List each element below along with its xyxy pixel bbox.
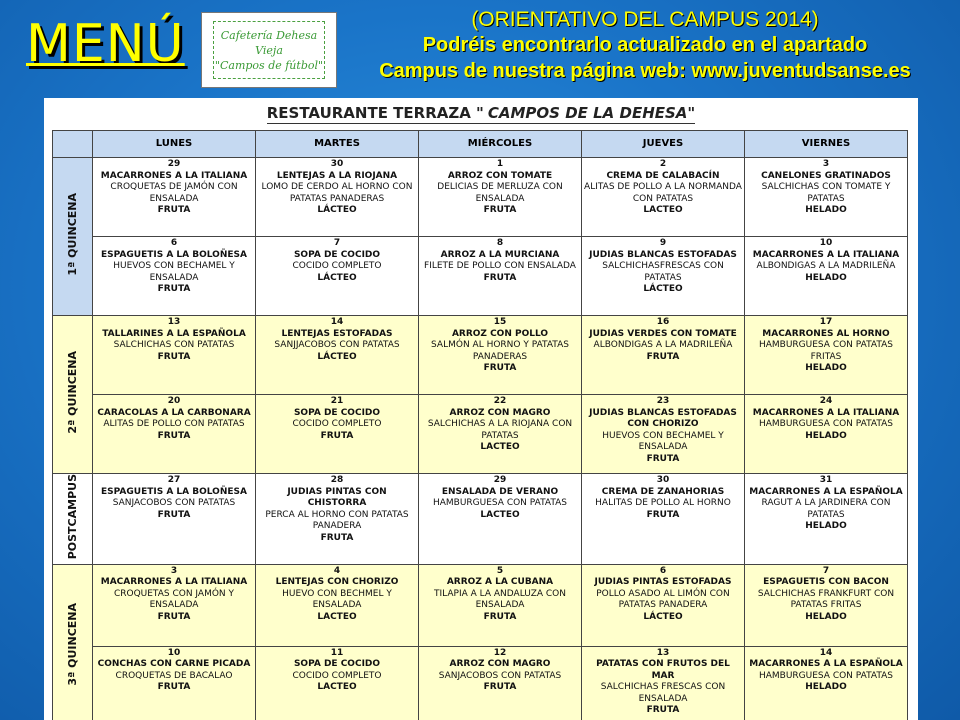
day-number: 1 [496,159,504,169]
period-label-cell [53,158,93,316]
menu-week-row [53,474,908,565]
day-number: 14 [330,317,344,327]
first-course: CARACOLAS A LA CARBONARA [97,407,251,418]
dessert: FRUTA [646,351,680,362]
page-title: MENÚ [26,14,185,74]
restaurant-name: CAMPOS DE LA DEHESA [487,104,688,122]
period-label-cell [53,316,93,474]
period-label: 3ª QUINCENA [65,602,79,686]
dessert: LÁCTEO [317,205,357,215]
day-number: 11 [330,647,344,658]
first-course: CONCHAS CON CARNE PICADA [97,659,251,670]
day-number: 13 [167,317,181,327]
menu-day-cell [582,237,745,316]
second-course: DELICIAS DE MERLUZA CON ENSALADA [437,182,563,204]
logo-line-2: "Campos de fútbol" [214,58,324,72]
first-course: MACARRONES A LA ITALIANA [752,407,900,418]
day-number: 3 [170,565,178,576]
dessert: LÁCTEO [317,351,357,362]
restaurant-title [52,98,910,130]
menu-day-cell [256,316,419,395]
day-number: 15 [493,317,507,327]
menu-day-cell [419,237,582,316]
dessert: LÁCTEO [643,611,683,622]
menu-day-cell [745,646,908,720]
menu-day-cell [93,646,256,720]
day-number: 8 [496,238,504,248]
first-course: LENTEJAS CON CHORIZO [275,577,399,588]
first-course: SOPA DE COCIDO [293,249,381,260]
first-course: JUDIAS PINTAS CON CHISTORRA [287,486,387,508]
menu-week-row [53,316,908,395]
day-number: 7 [333,238,341,248]
restaurant-prefix: RESTAURANTE TERRAZA " [266,104,484,122]
dessert: LACTEO [317,682,357,693]
menu-panel [44,98,918,720]
first-course: MACARRONES A LA ITALIANA [100,170,248,181]
menu-day-cell [582,316,745,395]
menu-day-cell [582,564,745,646]
menu-day-cell [419,564,582,646]
first-course: SOPA DE COCIDO [293,407,381,418]
first-course: MACARRONES A LA ITALIANA [100,577,248,588]
menu-day-cell [256,646,419,720]
dessert: FRUTA [483,363,517,373]
day-header-viernes: VIERNES [745,131,908,158]
day-number: 7 [822,565,830,576]
dessert: FRUTA [157,430,191,441]
menu-day-cell [419,158,582,237]
menu-day-cell [256,474,419,565]
day-number: 20 [167,396,181,406]
header-line-3: Campus de nuestra página web: www.juventudsanse.es [379,60,911,82]
second-course: SALCHICHAS CON TOMATE Y PATATAS [761,182,891,204]
day-number: 30 [656,475,670,485]
second-course: HAMBURGUESA CON PATATAS [758,419,894,429]
first-course: ARROZ A LA CUBANA [446,577,554,588]
day-number: 6 [659,565,667,576]
menu-day-cell [256,237,419,316]
menu-day-cell [93,474,256,565]
second-course: FILETE DE POLLO CON ENSALADA [424,261,576,271]
header-line-1: (ORIENTATIVO DEL CAMPUS 2014) [471,8,819,31]
second-course: HAMBURGUESA CON PATATAS [758,670,894,681]
first-course: CANELONES GRATINADOS [761,170,891,181]
menu-day-cell [419,474,582,565]
menu-day-cell [93,158,256,237]
dessert: LACTEO [317,611,357,622]
first-course: ESPAGUETIS A LA BOLOÑESA [101,249,247,260]
dessert: FRUTA [157,205,191,215]
menu-day-cell [419,646,582,720]
first-course: JUDIAS VERDES CON TOMATE [589,328,737,339]
dessert: FRUTA [157,284,191,294]
menu-day-cell [419,316,582,395]
dessert: FRUTA [483,272,517,283]
dessert: FRUTA [483,205,517,215]
dessert: FRUTA [483,682,517,693]
day-number: 31 [819,475,833,485]
second-course: HAMBURGUESA CON PATATAS FRITAS [758,340,894,362]
second-course: COCIDO COMPLETO [292,670,382,681]
dessert: HELADO [805,363,847,373]
day-number: 27 [167,475,181,485]
second-course: CROQUETAS DE JAMÓN CON ENSALADA [110,182,238,204]
dessert: LACTEO [480,442,520,452]
day-number: 9 [659,238,667,248]
dessert: FRUTA [320,532,354,543]
day-number: 10 [167,647,181,658]
second-course: SALMÓN AL HORNO Y PATATAS PANADERAS [431,340,569,362]
corner-cell [53,131,93,158]
first-course: MACARRONES A LA ITALIANA [752,249,900,260]
first-course: MACARRONES A LA ESPAÑOLA [749,659,903,670]
second-course: HALITAS DE POLLO AL HORNO [595,498,731,508]
day-number: 4 [333,565,341,576]
dessert: FRUTA [157,351,191,362]
day-number: 23 [656,396,670,406]
logo-frame [213,21,325,79]
dessert: LÁCTEO [643,284,683,294]
first-course: LENTEJAS A LA RIOJANA [276,170,398,181]
dessert: LACTEO [480,509,520,520]
second-course: HUEVO CON BECHMEL Y ENSALADA [282,588,392,611]
menu-day-cell [256,395,419,474]
day-number: 13 [656,647,670,658]
day-number: 12 [493,647,507,658]
menu-day-cell [93,564,256,646]
second-course: SALCHICHAS CON PATATAS [113,340,235,350]
second-course: SANJACOBOS CON PATATAS [438,670,562,681]
menu-week-row [53,237,908,316]
dessert: HELADO [805,682,847,693]
second-course: HUEVOS CON BECHAMEL Y ENSALADA [602,430,724,452]
first-course: ESPAGUETIS A LA BOLOÑESA [101,486,247,497]
second-course: HUEVOS CON BECHAMEL Y ENSALADA [113,261,235,283]
period-label-cell [53,474,93,565]
menu-day-cell [582,474,745,565]
logo-line-1: Cafetería Dehesa Vieja [220,28,318,57]
first-course: ARROZ CON TOMATE [447,170,553,181]
first-course: MACARRONES A LA ESPAÑOLA [749,486,903,497]
menu-day-cell [582,158,745,237]
restaurant-suffix: " [687,104,696,122]
menu-day-cell [745,395,908,474]
first-course: SOPA DE COCIDO [293,659,381,670]
day-header-miercoles: MIÉRCOLES [419,131,582,158]
dessert: HELADO [805,272,847,283]
dessert: HELADO [805,521,847,531]
day-header-martes: MARTES [256,131,419,158]
first-course: CREMA DE ZANAHORIAS [601,486,725,497]
dessert: FRUTA [157,682,191,693]
menu-day-cell [582,395,745,474]
header-line-2: Podréis encontrarlo actualizado en el apartado [422,34,868,56]
menu-day-cell [745,564,908,646]
day-number: 2 [659,159,667,169]
menu-day-cell [745,474,908,565]
second-course: SANJACOBOS CON PATATAS [112,498,236,508]
second-course: COCIDO COMPLETO [292,419,382,429]
second-course: ALITAS DE POLLO A LA NORMANDA CON PATATAS [584,182,742,204]
day-number: 24 [819,396,833,406]
day-number: 29 [167,159,181,169]
menu-day-cell [745,158,908,237]
second-course: RAGUT A LA JARDINERA CON PATATAS [761,498,891,520]
second-course: COCIDO COMPLETO [292,261,382,271]
second-course: TILAPIA A LA ANDALUZA CON ENSALADA [434,588,566,611]
day-number: 28 [330,475,344,485]
menu-day-cell [93,237,256,316]
second-course: SANJJACOBOS CON PATATAS [274,340,400,350]
first-course: MACARRONES AL HORNO [762,328,890,339]
menu-day-cell [745,316,908,395]
day-number: 21 [330,396,344,406]
day-number: 6 [170,238,178,248]
dessert: FRUTA [646,453,680,464]
day-header-lunes: LUNES [93,131,256,158]
menu-day-cell [93,395,256,474]
dessert: FRUTA [157,611,191,622]
first-course: CREMA DE CALABACÍN [606,170,720,181]
second-course: CROQUETAS DE BACALAO [115,670,233,681]
header-notice [340,8,950,84]
menu-week-row [53,646,908,720]
dessert: FRUTA [157,509,191,520]
first-course: JUDIAS BLANCAS ESTOFADAS CON CHORIZO [589,407,737,429]
dessert: FRUTA [646,705,680,716]
first-course: ARROZ CON POLLO [451,328,549,339]
first-course: TALLARINES A LA ESPAÑOLA [102,328,246,339]
second-course: CROQUETAS CON JAMÓN Y ENSALADA [113,588,235,611]
dessert: HELADO [805,430,847,441]
days-header-row [53,131,908,158]
period-label: POSTCAMPUS [65,474,79,560]
dessert: LÁCTEO [317,272,357,283]
dessert: HELADO [805,611,847,622]
first-course: LENTEJAS ESTOFADAS [281,328,393,339]
menu-table [52,130,908,720]
second-course: SALCHICHAS A LA RIOJANA CON PATATAS [427,419,573,441]
first-course: ESPAGUETIS CON BACON [763,577,889,588]
second-course: SALCHICHAS FRESCAS CON ENSALADA [600,682,726,704]
second-course: ALBONDIGAS A LA MADRILEÑA [593,340,733,350]
first-course: ARROZ CON MAGRO [449,659,551,670]
menu-body [53,158,908,720]
menu-day-cell [745,237,908,316]
first-course: ARROZ A LA MURCIANA [440,249,560,260]
menu-week-row [53,395,908,474]
menu-day-cell [419,395,582,474]
first-course: ENSALADA DE VERANO [441,486,559,497]
dessert: HELADO [805,205,847,215]
second-course: ALBONDIGAS A LA MADRILEÑA [756,261,896,271]
day-number: 5 [496,565,504,576]
first-course: JUDIAS PINTAS ESTOFADAS [594,577,732,588]
first-course: ARROZ CON MAGRO [449,407,551,418]
day-header-jueves: JUEVES [582,131,745,158]
period-label: 1ª QUINCENA [65,192,79,276]
dessert: FRUTA [320,430,354,441]
menu-day-cell [582,646,745,720]
day-number: 10 [819,238,833,248]
day-number: 30 [330,159,344,169]
second-course: POLLO ASADO AL LIMÓN CON PATATAS PANADERA [596,588,730,611]
period-label-cell [53,564,93,720]
second-course: SALCHICHAS FRANKFURT CON PATATAS FRITAS [757,588,895,611]
second-course: ALITAS DE POLLO CON PATATAS [103,419,245,429]
day-number: 29 [493,475,507,485]
menu-day-cell [93,316,256,395]
day-number: 14 [819,647,833,658]
day-number: 3 [822,159,830,169]
dessert: FRUTA [483,611,517,622]
dessert: FRUTA [646,509,680,520]
menu-day-cell [256,564,419,646]
menu-week-row [53,158,908,237]
first-course: PATATAS CON FRUTOS DEL MAR [596,659,730,681]
second-course: LOMO DE CERDO AL HORNO CON PATATAS PANADERAS [261,182,413,204]
day-number: 22 [493,396,507,406]
second-course: PERCA AL HORNO CON PATATAS PANADERA [265,509,409,531]
cafeteria-logo [201,12,337,88]
first-course: JUDIAS BLANCAS ESTOFADAS [589,249,737,260]
day-number: 17 [819,317,833,327]
restaurant-title-text [267,104,696,124]
second-course: SALCHICHASFRESCAS CON PATATAS [602,261,724,283]
day-number: 16 [656,317,670,327]
menu-week-row [53,564,908,646]
menu-day-cell [256,158,419,237]
second-course: HAMBURGUESA CON PATATAS [432,498,568,508]
dessert: LACTEO [643,205,683,215]
period-label: 2ª QUINCENA [65,350,79,434]
